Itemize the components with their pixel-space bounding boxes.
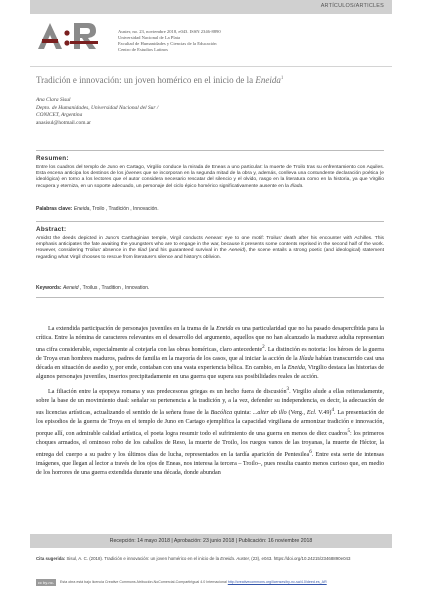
journal-university: Universidad Nacional de La Plata	[118, 35, 180, 40]
auster-logo-icon	[32, 19, 102, 53]
header-divider	[30, 66, 392, 67]
citation-label: Cita sugerida:	[36, 556, 66, 561]
citation-text: .	[233, 556, 237, 561]
body-italic: Ilíada	[299, 355, 314, 362]
resumen-body: Entre los cuadros del templo de Juno en Cartago, Virgilio conduce la mirada de Eneas a uno particular: la muerte de Troilo tras su enfrentamiento con Aquiles. Esta escena anticipa los destinos de los jóvenes que se incorporan en la segunda mitad de la obra y, además, conlleva una contundente declaración poética (e ideológica) en torno a los lectores que el autor considera necesario rescatar del silencio y el olvido, rasgo en la literatura como en la historia, ya que Virgilio recupera y eterniza, en un soporte adecuado, un personaje del ciclo épico homérico significativamente ausente en la	[36, 165, 384, 189]
author-institution: CONICET, Argentina	[36, 112, 83, 119]
abstract-keywords-list: , Troilus , Tradition , Innovation.	[78, 285, 150, 291]
citation-italic: Eneida	[220, 556, 234, 561]
resumen-keywords-label: Palabras clave:	[36, 206, 73, 212]
resumen-keywords	[36, 206, 384, 212]
body-paragraph	[36, 385, 384, 477]
body-text: . Entre esta serie de intensas imágenes, que llegan al lector a través de los ojos de Eneas, nos interesa la tercera – Troilo–, pues resulta cuanto menos curioso que, en medio de los horrores de una guerra extendida durante una década, donde abundan	[36, 452, 384, 476]
publication-dates: Recepción: 14 mayo 2018 | Aprobación: 23 junio 2018 | Publicación: 16 noviembre 2018	[30, 534, 392, 548]
abstract-text	[36, 236, 384, 261]
abstract-heading: Abstract:	[36, 226, 67, 233]
author-department: Depto. de Humanidades, Universidad Nacional del Sur /	[36, 104, 159, 111]
license-text: Esta obra está bajo licencia Creative Commons Atribución-NoComercial-CompartirIgual 4.0 Internacional	[60, 580, 228, 584]
footnote-ref[interactable]: 6	[309, 449, 312, 455]
license-link[interactable]: http://creativecommons.org/licenses/by-nc-sa/4.0/deed.es_AR	[227, 580, 327, 584]
abstract-body: Amidst the deeds depicted in Juno's Carthaginian temple, Virgil conducts Aeneas' eye to one motif: Troilus' death after his encounter with Achilles. This emphasis anticipates the fate awaiting the youngsters who are to engage in the war, because it presents some contents reprised in the second half of the work. However, considering Troilus' absence in the	[36, 236, 384, 254]
abstract-keywords	[36, 285, 384, 291]
body-text: La extendida participación de personajes juveniles en la trama de la	[48, 326, 217, 332]
license-notice	[60, 580, 385, 585]
top-band	[30, 0, 392, 14]
cc-license-badge[interactable]: cc by-nc-sa	[37, 580, 55, 592]
body-text: V.49)	[316, 410, 332, 417]
article-title-text: Tradición e innovación: un joven homérico en el inicio de la	[36, 75, 256, 85]
resumen-keywords-list: , Troilo , Tradición , Innovación.	[89, 206, 159, 212]
article-title-italic: Eneida	[255, 75, 281, 85]
resumen-divider	[36, 150, 384, 151]
abstract-end: ), the scene entails a strong poetic (and ideological) statement regarding what Virgil chooses to rescue from literature's silence and history's oblivion.	[36, 248, 385, 260]
footnote-ref[interactable]: 4	[331, 407, 335, 414]
abstract-keyword-italic: Aeneid	[62, 285, 79, 291]
abstract-italic-iliad: Iliad	[137, 248, 147, 254]
article-body	[36, 325, 384, 478]
abstract-divider	[36, 221, 384, 222]
resumen-keyword-italic: Eneida	[73, 206, 90, 212]
body-text: habían transcurrido casi una década en situación de asedio y, por ende, contaban con una vasta experiencia bélica. En cambio, en la	[36, 355, 384, 371]
abstract-italic-aeneid: Aeneid	[228, 248, 244, 254]
abstract-keywords-label: Keywords:	[36, 285, 62, 291]
body-text: , Virgilio destaca las historias de algunos personajes juveniles, insertos precipitadamente en una guerra que supera sus posibilidades reales de acción.	[36, 364, 385, 380]
suggested-citation	[36, 556, 384, 562]
journal-center: Centro de Estudios Latinos	[118, 47, 168, 52]
citation-text: Sisul, A. C. (2018). Tradición e innovación: un joven homérico en el inicio de la	[65, 556, 221, 561]
footnote-ref[interactable]: 1	[280, 76, 284, 81]
citation-doi[interactable]: (23), e043. https://doi.org/10.24215/23468890e043	[250, 556, 351, 561]
resumen-heading: Resumen:	[36, 155, 69, 162]
body-italic: Ecl.	[306, 410, 317, 417]
abstract-end-divider	[36, 297, 384, 298]
body-text: es una particularidad que no ha pasado desapercibida para la crítica. Entre la nómina de caracteres relevantes en el desarrollo del argumento, aquellos que no han alcanzado la madurez adulta representan una cifra considerable, especialmente al cotejarla con las obras homéricas, claro antecedente	[36, 326, 384, 353]
article-page	[30, 0, 392, 593]
journal-faculty: Facultad de Humanidades y Ciencias de la Educación	[118, 41, 217, 46]
body-text: quinta:	[232, 410, 253, 417]
body-italic: Eneida	[216, 326, 234, 332]
resumen-text	[36, 165, 384, 190]
journal-info	[118, 29, 221, 53]
author-name: Ana Clara Sisul	[36, 97, 71, 103]
footnote-ref[interactable]: 3	[286, 386, 290, 393]
section-tag: ARTÍCULOS/ARTICLES	[320, 3, 384, 9]
citation-italic: Auster,	[236, 556, 251, 561]
author-block	[36, 97, 158, 127]
body-text: . La distinción es notoria: los héroes de la guerra de Troya eran hombres maduros, padres de familia en la mayoría de los casos, que al iniciar la acción de la	[36, 346, 384, 362]
abstract-mid: (and his guaranteed survival in the	[146, 248, 229, 254]
resumen-italic: Ilíada	[290, 183, 303, 189]
body-text: . Virgilio alude a ellas reiteradamente, sobre la base de un movimiento dual: señalar su pertenencia a la tradición y, a la vez, defender su independencia, es decir, la adecuación de sus licencias artísticas, actualizando el sentido de la señera frase de la	[36, 389, 385, 417]
body-text: La filiación entre la epopeya romana y sus predecesoras griegas es un hecho fuera de discusión	[48, 389, 287, 396]
body-text: (Verg.,	[286, 410, 307, 417]
body-italic: Bucólica	[210, 410, 233, 417]
body-text: . La presentación de los episodios de la guerra de Troya en el templo de Juno en Cartago ejemplifica la capacidad virgiliana de armonizar tradición e innovación, porque allí, con admirable calidad artística, el poeta logra resumir todo el sufrimiento de una guerra en menos de diez cuadros	[36, 410, 384, 438]
footnote-ref[interactable]: 5	[347, 428, 351, 435]
article-title	[36, 75, 283, 85]
resumen-end: .	[302, 183, 304, 189]
journal-issue: Auster, no. 23, noviembre 2018, e043. ISSN 2346-8890	[118, 29, 221, 34]
body-text: : los primeros choques armados, el ominoso robo de los caballos de Reso, la muerte de Troilo, los ruegos vanos de las troyanas, la muerte de Héctor, la entrega del cuerpo a su padre y los últimos días de lucha, representados en la tardía aparición de Pentesilea	[36, 431, 384, 459]
footnote-ref[interactable]: 2	[262, 343, 265, 350]
body-italic: ...alter ab illo	[252, 410, 287, 417]
author-email[interactable]: anasisul@hotmail.com.ar	[36, 119, 91, 126]
body-italic: Eneida	[287, 364, 305, 371]
body-paragraph	[36, 325, 384, 381]
